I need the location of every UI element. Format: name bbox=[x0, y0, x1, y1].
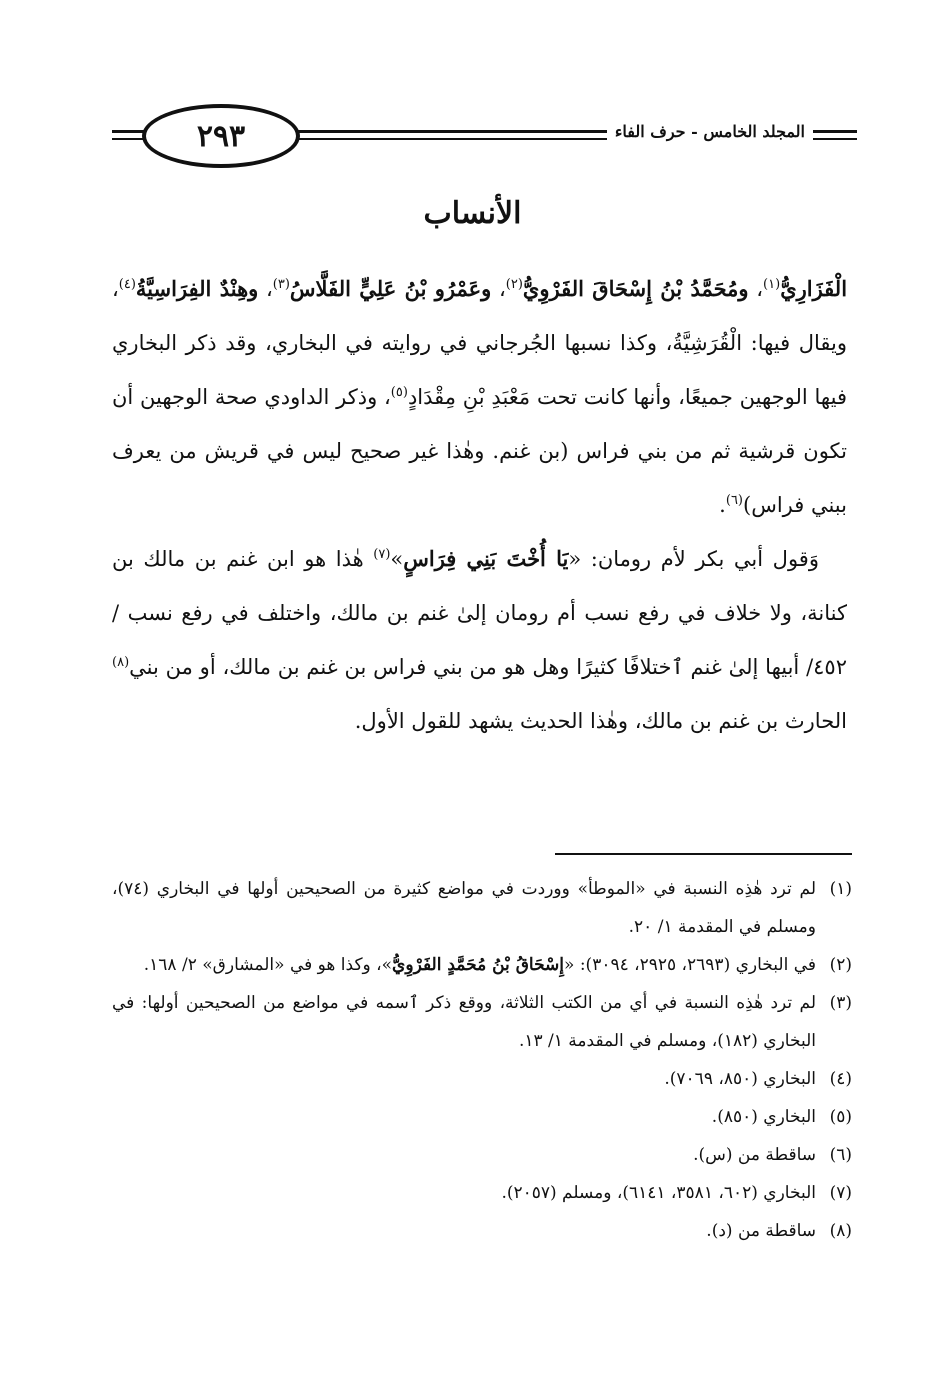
footnote-text bbox=[112, 1212, 816, 1250]
footnote-text bbox=[112, 946, 816, 984]
paragraph-2-text: هٰذا هو ابن غنم بن مالك بن كنانة، ولا خلاف في رفع نسب أم رومان إلىٰ غنم بن مالك، واختلف في رفع نسب /٤٥٢/ أبيها إلىٰ غنم ٱختلافًا كثيرًا وهل هو من بني فراس بن غنم بن مالك، أو من بني bbox=[112, 547, 847, 679]
paragraph-1-note-ref: (٣) bbox=[272, 277, 290, 292]
footnote-item bbox=[112, 1136, 852, 1174]
paragraph-1-text: ، ويقال فيها: الْقُرَشِيَّةُ، وكذا نسبها الجُرجاني في روايته في البخاري، وقد ذكر البخاري فيها الوجهين جميعًا، وأنها كانت تحت مَعْبَدِ بْنِ مِقْدَادٍ bbox=[112, 277, 847, 409]
footnote-text bbox=[112, 1098, 816, 1136]
footnote-item bbox=[112, 1174, 852, 1212]
page-header bbox=[112, 100, 857, 180]
footnote-text bbox=[112, 984, 816, 1060]
footnote-text bbox=[112, 870, 816, 946]
footnote-separator bbox=[555, 853, 852, 855]
paragraph-1-note-ref: (٦) bbox=[725, 493, 743, 508]
footnote-text: »، وكذا هو في «المشارق» ٢/ ١٦٨. bbox=[143, 955, 393, 975]
section-title: الأنساب bbox=[423, 196, 522, 231]
paragraph-1-text: ، وذكر الداودي صحة الوجهين أن تكون قرشية ثم من بني فراس (بن غنم. وهٰذا غير صحيح ليس في قريش من يعرف ببني فراس) bbox=[112, 385, 847, 517]
footnote-item bbox=[112, 984, 852, 1060]
paragraph-2-note-ref: (٨) bbox=[112, 655, 130, 670]
paragraph-1-bold-text: وعَمْرُو بْنُ عَلِيٍّ الفَلَّاسُ bbox=[289, 276, 492, 301]
footnote-text: ساقطة من (د). bbox=[706, 1221, 816, 1241]
footnote-text: البخاري (٦٠٢، ٣٥٨١، ٦١٤١)، ومسلم (٢٠٥٧). bbox=[501, 1183, 816, 1203]
footnote-item bbox=[112, 946, 852, 984]
paragraph-2-text: وَقول أبي بكر لأم رومان: « bbox=[568, 547, 819, 571]
footnote-text bbox=[112, 1060, 816, 1098]
footnote-item bbox=[112, 1098, 852, 1136]
footnote-number: (٨) bbox=[829, 1221, 852, 1241]
paragraph-2-text: الحارث بن غنم بن مالك، وهٰذا الحديث يشهد للقول الأول. bbox=[354, 709, 847, 733]
footnote-text: ساقطة من (س). bbox=[693, 1145, 816, 1165]
paragraph-2-bold-text: يَا أُخْتَ بَنِي فِرَاسٍ bbox=[403, 546, 569, 571]
running-head: المجلد الخامس - حرف الفاء bbox=[607, 122, 813, 141]
footnote-bold-text: إِسْحَاقُ بْنُ مُحَمَّدٍ الفَرْوِيُّ bbox=[392, 955, 565, 975]
footnote-text: البخاري (٨٥٠). bbox=[711, 1107, 816, 1127]
footnote-text bbox=[112, 1174, 816, 1212]
paragraph-2-note-ref: (٧) bbox=[373, 547, 391, 562]
footnote-number: (١) bbox=[829, 879, 852, 899]
main-text bbox=[112, 262, 847, 748]
footnote-number: (٤) bbox=[829, 1069, 852, 1089]
paragraph-1-text: . bbox=[719, 493, 726, 517]
paragraph-1-bold-text: ومُحَمَّدُ بْنُ إِسْحَاقَ الفَرْوِيُّ bbox=[522, 276, 749, 301]
paragraph-1-text: ، bbox=[258, 277, 273, 301]
footnote-item bbox=[112, 1060, 852, 1098]
paragraph-1-note-ref: (١) bbox=[763, 277, 781, 292]
paragraph-2 bbox=[112, 532, 847, 748]
page-number-frame bbox=[142, 104, 300, 168]
footnote-number: (٣) bbox=[829, 993, 852, 1013]
footnote-text: لم ترد هٰذِه النسبة في «الموطأ» ووردت في مواضع كثيرة من الصحيحين أولها في البخاري (٧٤)، ومسلم في المقدمة ١/ ٢٠. bbox=[112, 879, 816, 937]
page-number: ٢٩٣ bbox=[196, 118, 246, 154]
footnotes bbox=[112, 870, 852, 1250]
paragraph-1-bold-text: الْفَزَارِيُّ bbox=[780, 276, 848, 301]
paragraph-1-note-ref: (٢) bbox=[505, 277, 523, 292]
footnote-text: في البخاري (٢٦٩٣، ٢٩٢٥، ٣٠٩٤): « bbox=[564, 955, 816, 975]
footnote-text bbox=[112, 1136, 816, 1174]
footnote-number: (٦) bbox=[829, 1145, 852, 1165]
paragraph-1-text: ، bbox=[491, 277, 506, 301]
footnote-number: (٧) bbox=[829, 1183, 852, 1203]
paragraph-2-text: » bbox=[390, 547, 404, 571]
footnote-item bbox=[112, 1212, 852, 1250]
paragraph-1-note-ref: (٥) bbox=[390, 385, 408, 400]
footnote-number: (٢) bbox=[829, 955, 852, 975]
paragraph-1 bbox=[112, 262, 847, 532]
footnote-text: البخاري (٨٥٠، ٧٠٦٩). bbox=[664, 1069, 816, 1089]
footnote-number: (٥) bbox=[829, 1107, 852, 1127]
paragraph-1-bold-text: وهِنْدٌ الفِرَاسِيَّةُ bbox=[135, 276, 259, 301]
paragraph-1-note-ref: (٤) bbox=[118, 277, 136, 292]
footnote-item bbox=[112, 870, 852, 946]
footnote-text: لم ترد هٰذِه النسبة في أي من الكتب الثلاثة، ووقع ذكر ٱسمه في مواضع من الصحيحين أولها: في البخاري (١٨٢)، ومسلم في المقدمة ١/ ١٣. bbox=[112, 993, 816, 1051]
paragraph-1-text: ، bbox=[748, 277, 764, 301]
